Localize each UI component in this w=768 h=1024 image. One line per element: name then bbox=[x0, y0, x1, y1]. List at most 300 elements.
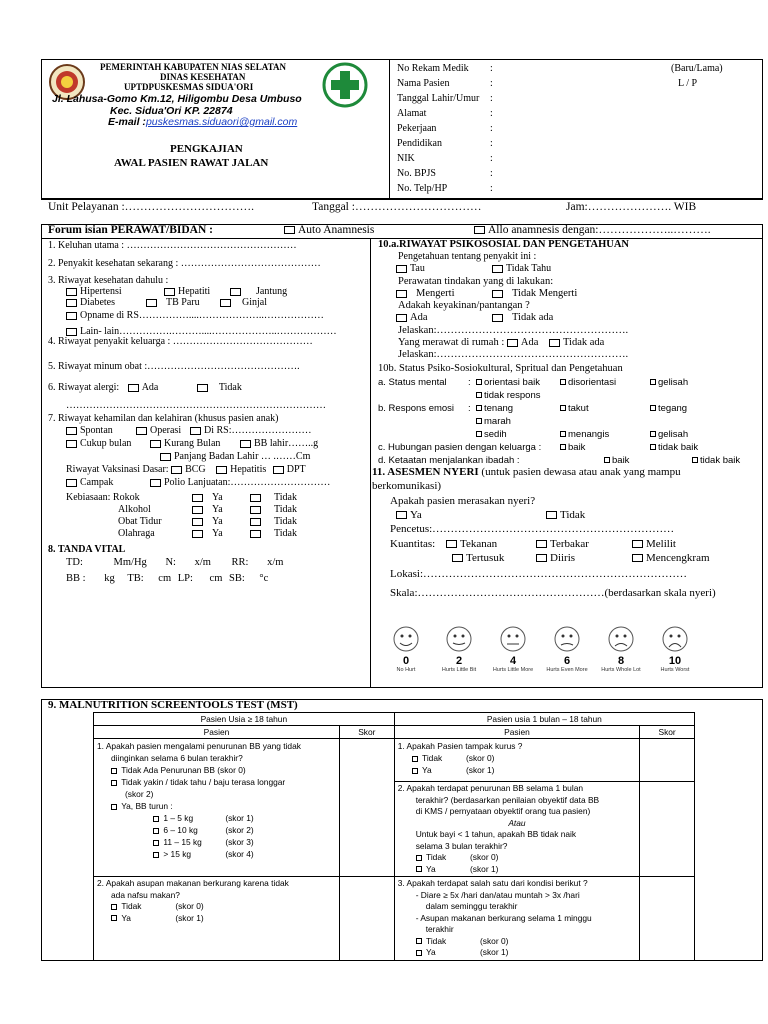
hubungan-tidakbaik-checkbox[interactable] bbox=[650, 444, 656, 450]
mst-adult-q1-score[interactable] bbox=[339, 739, 394, 877]
patient-field-label: Pekerjaan bbox=[397, 123, 437, 134]
email-label: E-mail : bbox=[108, 116, 146, 128]
alergi-tidak-checkbox[interactable] bbox=[197, 384, 208, 392]
tidakrespons-checkbox[interactable] bbox=[476, 392, 482, 398]
q1-ya-checkbox[interactable] bbox=[111, 804, 117, 810]
habit-tidak-label: Tidak bbox=[274, 492, 297, 503]
merawat-row bbox=[398, 337, 604, 348]
nyeri-ya-label: Ya bbox=[410, 509, 422, 521]
patient-field-value[interactable]: : bbox=[490, 63, 493, 74]
habit-ya-label: Ya bbox=[212, 504, 223, 515]
opt-ginjal bbox=[220, 297, 267, 308]
hepatitis-vaksin-checkbox[interactable] bbox=[216, 466, 227, 474]
opt-takut bbox=[560, 403, 589, 414]
kurang-checkbox[interactable] bbox=[150, 440, 161, 448]
header-divider bbox=[389, 59, 390, 199]
orientasi-checkbox[interactable] bbox=[476, 379, 482, 385]
opt-opname bbox=[66, 310, 324, 321]
mst-adult-q2-score[interactable] bbox=[339, 877, 394, 961]
form-title-2: AWAL PASIEN RAWAT JALAN bbox=[114, 157, 269, 169]
pain-label: Hurts Worst bbox=[660, 667, 690, 673]
opt-tau bbox=[396, 263, 425, 274]
hepatitis-vaksin-label: Hepatitis bbox=[230, 464, 267, 475]
patient-field-value[interactable]: : bbox=[490, 78, 493, 89]
status-psiko: 10b. Status Psiko-Sosiokultural, Spritual dan Pengetahuan bbox=[378, 363, 623, 374]
w3-checkbox[interactable] bbox=[153, 840, 159, 846]
mst-child-q1-score[interactable] bbox=[640, 739, 695, 782]
mst-child-q3 bbox=[394, 877, 640, 961]
w3-skor: (skor 3) bbox=[225, 837, 254, 847]
q1-text-b: diinginkan selama 6 bulan terakhir? bbox=[111, 753, 243, 763]
habit-tidak-label: Tidak bbox=[274, 504, 297, 515]
opt-tertusuk bbox=[452, 552, 504, 564]
mst-adult-q2 bbox=[94, 877, 340, 961]
spontan-checkbox[interactable] bbox=[66, 427, 77, 435]
vaksin-label: Riwayat Vaksinasi Dasar: bbox=[66, 464, 169, 475]
tidakada-checkbox[interactable] bbox=[492, 314, 503, 322]
mengerti-checkbox[interactable] bbox=[396, 290, 407, 298]
terbakar-label: Terbakar bbox=[550, 538, 589, 550]
habit-ya-checkbox[interactable] bbox=[192, 530, 203, 538]
penyakit-sekarang: 2. Penyakit kesehatan sekarang : …………………………………… bbox=[48, 258, 321, 269]
tegang-checkbox[interactable] bbox=[650, 405, 656, 411]
patient-field-label: Nama Pasien bbox=[397, 78, 450, 89]
mst-title: 9. MALNUTRITION SCREENTOOLS TEST (MST) bbox=[48, 699, 298, 711]
w4: > 15 kg bbox=[163, 849, 192, 859]
pain-label: Hurts Little More bbox=[492, 667, 534, 673]
panjang-checkbox[interactable] bbox=[160, 453, 171, 461]
mst-col-skor-l: Skor bbox=[339, 726, 394, 739]
opt-hubungan-tidakbaik bbox=[650, 442, 698, 453]
pain-score: 6 bbox=[563, 655, 571, 667]
cq3-ya: Ya bbox=[426, 947, 436, 957]
marah-label: marah bbox=[484, 416, 511, 427]
q1-opt0: Tidak Ada Penurunan BB (skor 0) bbox=[121, 765, 246, 775]
cq3-tidak-checkbox[interactable] bbox=[416, 938, 422, 944]
opt-terbakar bbox=[536, 538, 589, 550]
opt-jantung bbox=[230, 286, 287, 297]
campak-label: Campak bbox=[80, 477, 114, 488]
rr-unit: x/m bbox=[267, 557, 284, 568]
opt-tidakmengerti bbox=[492, 288, 577, 299]
keyakinan: Adakah keyakinan/pantangan ? bbox=[398, 300, 530, 311]
opt-gelisah bbox=[650, 377, 688, 388]
auto-anamnesis-label: Auto Anamnesis bbox=[298, 224, 375, 236]
asesmen-nyeri bbox=[372, 466, 681, 478]
cq3-ya-checkbox[interactable] bbox=[416, 950, 422, 956]
bblahir-label: BB lahir……..g bbox=[254, 438, 319, 449]
vital-row-2 bbox=[66, 573, 268, 584]
hubungan-baik-checkbox[interactable] bbox=[560, 444, 566, 450]
melilit-label: Melilit bbox=[646, 538, 676, 550]
opt-tenang bbox=[476, 403, 513, 414]
tidakmengerti-label: Tidak Mengerti bbox=[512, 288, 578, 299]
ketaatan-tidakbaik-label: tidak baik bbox=[700, 455, 741, 466]
mst-col-pasien-l: Pasien bbox=[94, 726, 340, 739]
riwayat-alergi bbox=[48, 382, 242, 393]
forum-label: Forum isian PERAWAT/BIDAN : bbox=[48, 224, 213, 236]
tekanan-label: Tekanan bbox=[460, 538, 498, 550]
bcg-checkbox[interactable] bbox=[171, 466, 182, 474]
status-mental-colon: : bbox=[468, 377, 471, 388]
q1-opt2-checkbox[interactable] bbox=[111, 780, 117, 786]
tekanan-checkbox[interactable] bbox=[446, 540, 457, 548]
takut-checkbox[interactable] bbox=[560, 405, 566, 411]
cq2-tidak: Tidak bbox=[426, 852, 447, 862]
habit-tidak-checkbox[interactable] bbox=[250, 494, 261, 502]
sb-label: SB: bbox=[228, 573, 245, 584]
q2-ya-skor: (skor 1) bbox=[175, 912, 204, 923]
mst-row-1 bbox=[94, 739, 695, 782]
opname-label: Opname di RS……………....………………..……………… bbox=[80, 310, 324, 321]
orientasi-label: orientasi baik bbox=[484, 377, 540, 388]
kebiasaan-olahraga: Olahraga bbox=[118, 528, 155, 539]
menangis-checkbox[interactable] bbox=[560, 431, 566, 437]
tb-label: TB: bbox=[127, 573, 144, 584]
opt-tekanan bbox=[446, 538, 497, 550]
cq2-ya-skor: (skor 1) bbox=[470, 863, 499, 874]
patient-field-label: Alamat bbox=[397, 108, 427, 119]
patient-field-value[interactable]: : bbox=[490, 123, 493, 134]
opt-tbparu bbox=[146, 297, 200, 308]
cq3-d: terakhir bbox=[425, 924, 454, 934]
vaksinasi-row bbox=[66, 464, 306, 475]
allo-anamnesis-checkbox[interactable] bbox=[474, 226, 485, 234]
vital-row-1 bbox=[66, 557, 283, 568]
habit-tidak-checkbox[interactable] bbox=[250, 530, 261, 538]
nyeri-tidak-label: Tidak bbox=[560, 509, 586, 521]
polio-checkbox[interactable] bbox=[150, 479, 161, 487]
pain-label: Hurts Whole Lot bbox=[601, 667, 641, 673]
mmhg-unit: Mm/Hg bbox=[113, 557, 147, 568]
apakah-nyeri: Apakah pasien merasakan nyeri? bbox=[390, 495, 536, 507]
opt-tegang bbox=[650, 403, 687, 414]
lain-checkbox[interactable] bbox=[66, 328, 77, 336]
spontan-label: Spontan bbox=[80, 425, 113, 436]
email-link[interactable]: puskesmas.siduaori@gmail.com bbox=[145, 116, 298, 128]
cq2-tidak-skor: (skor 0) bbox=[470, 852, 499, 862]
alergi-label: 6. Riwayat alergi: bbox=[48, 382, 120, 393]
habit-ya-option bbox=[192, 504, 223, 515]
opt-bblahir bbox=[240, 438, 318, 449]
diiris-checkbox[interactable] bbox=[536, 554, 547, 562]
gelisah2-checkbox[interactable] bbox=[650, 431, 656, 437]
jelaskan-2: Jelaskan:………………………………………………. bbox=[398, 349, 629, 360]
cq1-ya-checkbox[interactable] bbox=[412, 768, 418, 774]
mst-head-child: Pasien usia 1 bulan – 18 tahun bbox=[394, 713, 694, 726]
habit-tidak-checkbox[interactable] bbox=[250, 518, 261, 526]
habit-ya-option bbox=[192, 492, 223, 503]
opt-panjang bbox=[160, 451, 310, 462]
opt-mengerti bbox=[396, 288, 455, 299]
riwayat-obat: 5. Riwayat minum obat :………………………………………. bbox=[48, 361, 300, 372]
cq3-tidak-skor: (skor 0) bbox=[480, 935, 509, 946]
q1-ya: Ya, BB turun : bbox=[121, 801, 173, 811]
habit-tidak-option bbox=[250, 528, 297, 539]
patient-field-value[interactable]: : bbox=[490, 153, 493, 164]
mst-col-pasien-r: Pasien bbox=[394, 726, 640, 739]
cukup-checkbox[interactable] bbox=[66, 440, 77, 448]
dpt-checkbox[interactable] bbox=[273, 466, 284, 474]
terbakar-checkbox[interactable] bbox=[536, 540, 547, 548]
ketaatan-baik-label: baik bbox=[612, 455, 630, 466]
hepatitis-label: Hepatiti bbox=[178, 286, 211, 297]
patient-field-value[interactable]: : bbox=[490, 138, 493, 149]
n-label: N: bbox=[165, 557, 176, 568]
tb-unit: cm bbox=[158, 573, 172, 584]
cq3-b: dalam seminggu terakhir bbox=[425, 901, 518, 911]
habit-ya-checkbox[interactable] bbox=[192, 518, 203, 526]
w4-skor: (skor 4) bbox=[225, 849, 254, 859]
cq2-text-b: terakhir? (berdasarkan penilaian obyektif data BB bbox=[415, 794, 600, 805]
jam: Jam:…………………. WIB bbox=[566, 201, 697, 213]
habit-tidak-option bbox=[250, 492, 297, 503]
dpt-label: DPT bbox=[286, 464, 306, 475]
cq3-ya-skor: (skor 1) bbox=[480, 947, 509, 957]
tau-label: Tau bbox=[410, 263, 425, 274]
tau-checkbox[interactable] bbox=[396, 265, 407, 273]
opt-polio bbox=[150, 477, 330, 488]
q1-text: 1. Apakah pasien mengalami penurunan BB yang tidak bbox=[97, 741, 301, 751]
patient-field-label: Pendidikan bbox=[397, 138, 442, 149]
tertusuk-checkbox[interactable] bbox=[452, 554, 463, 562]
sb-unit: °c bbox=[259, 573, 269, 584]
habit-ya-option bbox=[192, 516, 223, 527]
campak-checkbox[interactable] bbox=[66, 479, 77, 487]
disorientasi-checkbox[interactable] bbox=[560, 379, 566, 385]
habit-ya-option bbox=[192, 528, 223, 539]
merawat-ada-label: Ada bbox=[520, 337, 539, 348]
dirs-checkbox[interactable] bbox=[190, 427, 201, 435]
q2-tidak-checkbox[interactable] bbox=[111, 904, 117, 910]
riwayat-keluarga: 4. Riwayat penyakit keluarga : …………………………………… bbox=[48, 336, 313, 347]
opt-tidakada bbox=[492, 312, 553, 323]
gelisah-checkbox[interactable] bbox=[650, 379, 656, 385]
tbparu-checkbox[interactable] bbox=[146, 299, 157, 307]
asesmen-title: 11. ASESMEN NYERI bbox=[372, 466, 479, 478]
patient-field-label: Tanggal Lahir/Umur bbox=[397, 93, 480, 104]
tanggal: Tanggal :…………………………… bbox=[312, 201, 482, 213]
rr-label: RR: bbox=[231, 557, 249, 568]
alergi-ada-checkbox[interactable] bbox=[128, 384, 139, 392]
w2-skor: (skor 2) bbox=[225, 825, 254, 835]
bb-label: BB : bbox=[66, 573, 86, 584]
pengetahuan: Pengetahuan tentang penyakit ini : bbox=[398, 251, 537, 262]
q2-ya: Ya bbox=[121, 912, 131, 923]
w1-skor: (skor 1) bbox=[225, 813, 254, 823]
patient-field-label: NIK bbox=[397, 153, 415, 164]
jantung-label: Jantung bbox=[256, 286, 288, 297]
patient-field-value[interactable]: : bbox=[490, 108, 493, 119]
dirs-label: Di RS:…………………… bbox=[204, 425, 312, 436]
hepatitis-checkbox[interactable] bbox=[164, 288, 175, 296]
status-mental: a. Status mental bbox=[378, 377, 447, 388]
tbparu-label: TB Paru bbox=[166, 297, 200, 308]
operasi-checkbox[interactable] bbox=[136, 427, 147, 435]
gov-name: PEMERINTAH KABUPATEN NIAS SELATAN bbox=[100, 62, 286, 72]
jantung-checkbox[interactable] bbox=[230, 288, 241, 296]
cq2-text-d: Untuk bayi < 1 tahun, apakah BB tidak naik bbox=[415, 829, 577, 839]
mst-child-q2 bbox=[394, 782, 640, 877]
opt-marah bbox=[476, 416, 511, 427]
gelisah-label: gelisah bbox=[658, 377, 689, 388]
allo-anamnesis-label: Allo anamnesis dengan:………………..………. bbox=[488, 224, 711, 236]
opt-ada bbox=[396, 312, 428, 323]
tidaktahu-checkbox[interactable] bbox=[492, 265, 503, 273]
opt-orientasi bbox=[476, 377, 540, 388]
kebiasaan-alkohol: Alkohol bbox=[118, 504, 151, 515]
patient-field-label: No. BPJS bbox=[397, 168, 436, 179]
allo-anamnesis bbox=[474, 224, 711, 236]
service-top-line bbox=[41, 199, 763, 200]
opt-ketaatan-tidakbaik bbox=[692, 455, 740, 466]
habit-ya-checkbox[interactable] bbox=[192, 494, 203, 502]
respons-emosi-colon: : bbox=[468, 403, 471, 414]
sedih-label: sedih bbox=[484, 429, 507, 440]
mencengkram-label: Mencengkram bbox=[646, 552, 710, 564]
opname-checkbox[interactable] bbox=[66, 312, 77, 320]
pain-label: No Hurt bbox=[396, 667, 416, 673]
kg-unit: kg bbox=[104, 573, 115, 584]
q2-text-b: ada nafsu makan? bbox=[111, 889, 180, 900]
cukup-label: Cukup bulan bbox=[80, 438, 132, 449]
lp-unit: cm bbox=[209, 573, 223, 584]
ginjal-checkbox[interactable] bbox=[220, 299, 231, 307]
q2-text: 2. Apakah asupan makanan berkurang karena tidak bbox=[97, 878, 289, 888]
nyeri-tidak-checkbox[interactable] bbox=[546, 511, 557, 519]
menangis-label: menangis bbox=[568, 429, 610, 440]
cq3-a: - Diare ≥ 5x /hari dan/atau muntah > 3x /hari bbox=[415, 889, 580, 900]
cq2-text-e: selama 3 bulan terakhir? bbox=[415, 840, 508, 851]
habit-tidak-label: Tidak bbox=[274, 528, 297, 539]
patient-field-label: No Rekam Medik bbox=[397, 63, 469, 74]
merawat-tidakada-checkbox[interactable] bbox=[549, 339, 560, 347]
patient-field-value[interactable]: : bbox=[490, 168, 493, 179]
q1-opt2: Tidak yakin / tidak tahu / baju terasa longgar bbox=[121, 777, 286, 787]
sedih-checkbox[interactable] bbox=[476, 431, 482, 437]
riwayat-dahulu: 3. Riwayat kesehatan dahulu : bbox=[48, 275, 169, 286]
habit-ya-label: Ya bbox=[212, 528, 223, 539]
email-line bbox=[108, 116, 297, 128]
lp-label: LP: bbox=[177, 573, 193, 584]
unit-pelayanan: Unit Pelayanan :……………………………. bbox=[48, 201, 255, 213]
pain-label: Hurts Even More bbox=[546, 667, 588, 673]
q2-tidak-skor: (skor 0) bbox=[175, 901, 204, 911]
bblahir-checkbox[interactable] bbox=[240, 440, 251, 448]
q1-opt0-checkbox[interactable] bbox=[111, 768, 117, 774]
cq2-text: 2. Apakah terdapat penurunan BB selama 1 bulan bbox=[397, 783, 584, 793]
w2-checkbox[interactable] bbox=[153, 828, 159, 834]
baru-lama: (Baru/Lama) bbox=[671, 63, 723, 74]
nyeri-ya-checkbox[interactable] bbox=[396, 511, 407, 519]
opt-operasi bbox=[136, 425, 181, 436]
kecamatan: Kec. Sidua'Ori KP. 22874 bbox=[110, 105, 233, 117]
tidakmengerti-checkbox[interactable] bbox=[492, 290, 503, 298]
cq1-tidak-checkbox[interactable] bbox=[412, 756, 418, 762]
ketaatan-tidakbaik-checkbox[interactable] bbox=[692, 457, 698, 463]
polio-label: Polio Lanjuatan:………………………… bbox=[164, 477, 331, 488]
auto-anamnesis-checkbox[interactable] bbox=[284, 226, 295, 234]
ada-checkbox[interactable] bbox=[396, 314, 407, 322]
nyeri-tidak bbox=[546, 509, 585, 521]
diabetes-label: Diabetes bbox=[80, 297, 115, 308]
marah-checkbox[interactable] bbox=[476, 418, 482, 424]
keluhan-utama: 1. Keluhan utama : …………………………………………… bbox=[48, 240, 297, 251]
w1-checkbox[interactable] bbox=[153, 816, 159, 822]
merawat-label: Yang merawat di rumah : bbox=[398, 337, 505, 348]
opt-sedih bbox=[476, 429, 507, 440]
opt-menangis bbox=[560, 429, 609, 440]
tertusuk-label: Tertusuk bbox=[466, 552, 505, 564]
habit-tidak-label: Tidak bbox=[274, 516, 297, 527]
diiris-label: Diiris bbox=[550, 552, 576, 564]
patient-field-value[interactable]: : bbox=[490, 93, 493, 104]
opt-tidaktahu bbox=[492, 263, 551, 274]
respons-emosi: b. Respons emosi bbox=[378, 403, 455, 414]
patient-field-value[interactable]: : bbox=[490, 183, 493, 194]
melilit-checkbox[interactable] bbox=[632, 540, 643, 548]
cq1-text: 1. Apakah Pasien tampak kurus ? bbox=[397, 741, 523, 751]
mencengkram-checkbox[interactable] bbox=[632, 554, 643, 562]
habit-ya-checkbox[interactable] bbox=[192, 506, 203, 514]
w4-checkbox[interactable] bbox=[153, 852, 159, 858]
tidakada-label: Tidak ada bbox=[512, 312, 554, 323]
alergi-dots: …………………………………………………………………… bbox=[66, 400, 326, 411]
diabetes-checkbox[interactable] bbox=[66, 299, 77, 307]
cq2-tidak-checkbox[interactable] bbox=[416, 855, 422, 861]
bcg-label: BCG bbox=[185, 464, 206, 475]
patient-field-label: No. Telp/HP bbox=[397, 183, 448, 194]
assessment-divider bbox=[370, 238, 371, 688]
opt-cukup bbox=[66, 438, 131, 449]
mst-child-q3-score[interactable] bbox=[640, 877, 695, 961]
tidaktahu-label: Tidak Tahu bbox=[506, 263, 552, 274]
ketaatan-baik-checkbox[interactable] bbox=[604, 457, 610, 463]
w3: 11 – 15 kg bbox=[163, 837, 202, 847]
opt-diabetes bbox=[66, 297, 115, 308]
cq3-tidak: Tidak bbox=[426, 935, 447, 946]
merawat-ada-checkbox[interactable] bbox=[507, 339, 518, 347]
pain-score: 4 bbox=[509, 655, 517, 667]
puskesmas-logo bbox=[322, 62, 368, 108]
habit-tidak-checkbox[interactable] bbox=[250, 506, 261, 514]
hipertensi-checkbox[interactable] bbox=[66, 288, 77, 296]
jelaskan-1: Jelaskan:………………………………………………. bbox=[398, 325, 629, 336]
cq2-ya-checkbox[interactable] bbox=[416, 866, 422, 872]
pain-score: 2 bbox=[455, 655, 463, 667]
tenang-checkbox[interactable] bbox=[476, 405, 482, 411]
opt-mencengkram bbox=[632, 552, 710, 564]
perawatan: Perawatan tindakan yang di lakukan: bbox=[398, 276, 554, 287]
cq1-ya-skor: (skor 1) bbox=[466, 765, 495, 775]
ginjal-label: Ginjal bbox=[242, 297, 267, 308]
q2-ya-checkbox[interactable] bbox=[111, 915, 117, 921]
opt-spontan bbox=[66, 425, 113, 436]
gender: L / P bbox=[678, 78, 698, 89]
unit-name: UPTDPUSKESMAS SIDUA'ORI bbox=[124, 82, 254, 92]
hubungan-tidakbaik-label: tidak baik bbox=[658, 442, 699, 453]
hipertensi-label: Hipertensi bbox=[80, 286, 122, 297]
opt-hipertensi bbox=[66, 286, 122, 297]
kebiasaan-rokok: Kebiasaan: Rokok bbox=[66, 492, 140, 503]
mst-child-q2-score[interactable] bbox=[640, 782, 695, 877]
habit-ya-label: Ya bbox=[212, 516, 223, 527]
mst-head-adult: Pasien Usia ≥ 18 tahun bbox=[94, 713, 395, 726]
tegang-label: tegang bbox=[658, 403, 688, 414]
cq3-text: 3. Apakah terdapat salah satu dari kondisi berikut ? bbox=[397, 878, 588, 888]
disorientasi-label: disorientasi bbox=[568, 377, 617, 388]
opt-kurang bbox=[150, 438, 220, 449]
